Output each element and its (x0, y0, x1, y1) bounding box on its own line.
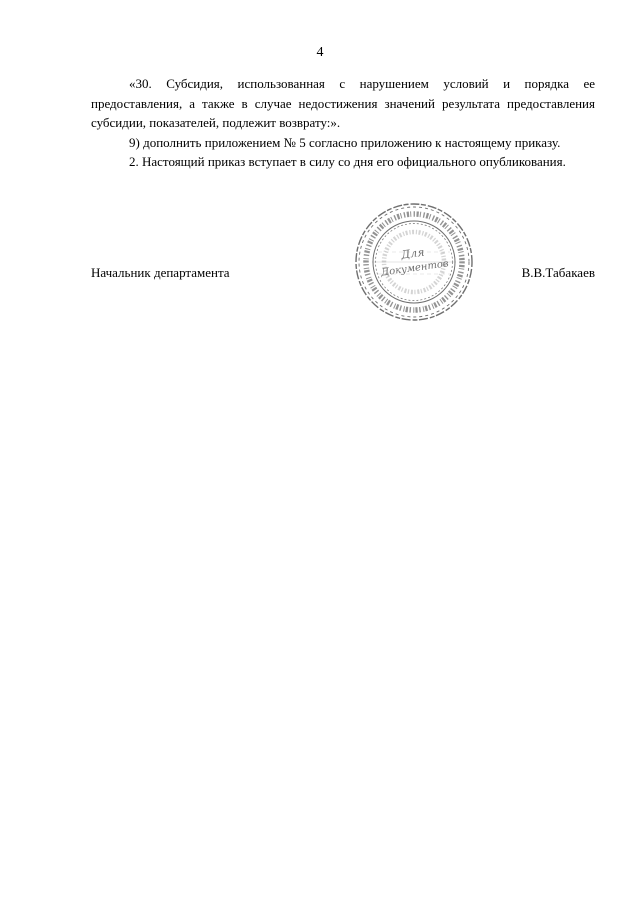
stamp-text-line2: Документов (380, 258, 450, 279)
seal-icon (352, 200, 476, 324)
official-seal-stamp (352, 200, 476, 324)
signatory-position: Начальник департамента (91, 265, 230, 280)
paragraph-effective-date: 2. Настоящий приказ вступает в силу со дня его официального опубликования. (129, 154, 566, 170)
stamp-text-line1: Для (400, 245, 426, 262)
paragraph-item-9: 9) дополнить приложением № 5 согласно приложению к настоящему приказу. (129, 134, 561, 150)
document-body (91, 74, 595, 172)
signatory-name: В.В.Табакаев (521, 265, 595, 280)
page-number: 4 (316, 45, 324, 60)
paragraph-clause-30: «30. Субсидия, использованная с нарушением условий и порядка ее предоставления, а также в случае недостижения значений результата предоставления субсидии, показателей, подлежит возврату:». (91, 76, 595, 131)
